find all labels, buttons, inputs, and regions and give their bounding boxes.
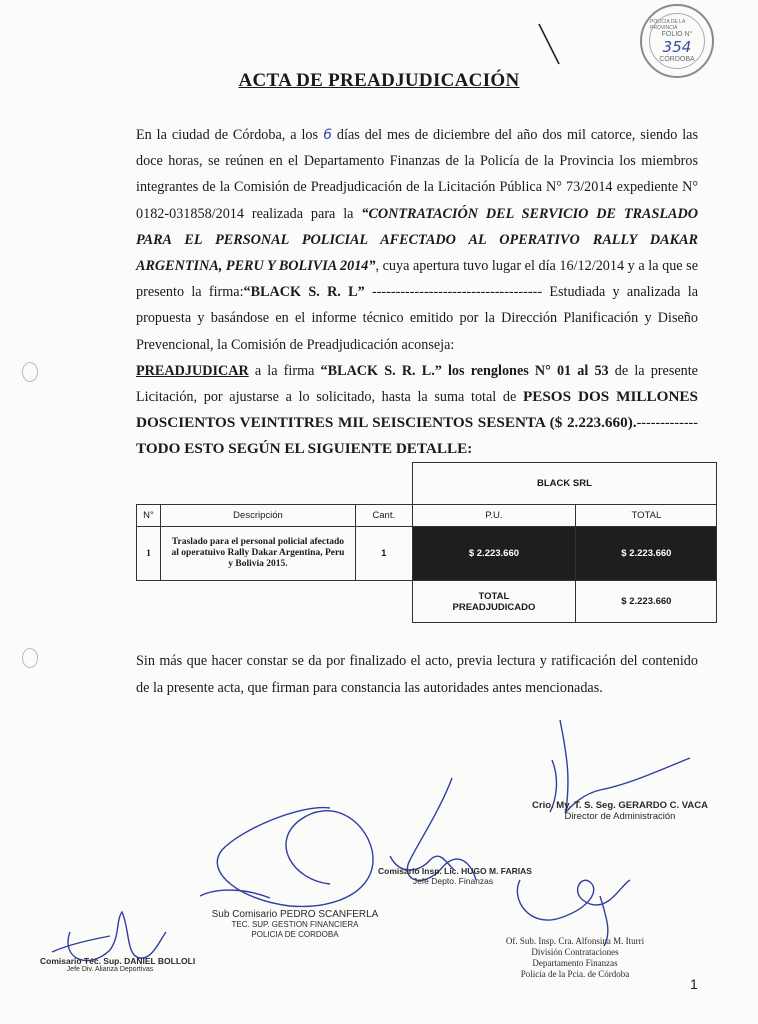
stamp-number: 354	[662, 38, 692, 56]
stamp-line1: POLICIA DE LA PROVINCIA	[650, 19, 686, 31]
paragraph-1: En la ciudad de Córdoba, a los 6 días del mes de diciembre del año dos mil catorce, siendo las doce horas, se reúnen en el Departamento Finanzas de la Policía de la Provincia los miembros integrantes de la Comisión de Preadjudicación de la Licitación Pública N° 73/2014 expediente N° 0182-031858/2014 realizada para la “CONTRATACIÓN DEL SERVICIO DE TRASLADO PARA EL PERSONAL POLICIAL AFECTADO AL OPERATIVO RALLY DAKAR ARGENTINA, PERU Y BOLIVIA 2014”, cuya apertura tuvo lugar el día 16/12/2014 y a la que se presento la firma:“BLACK S. R. L” ------------------------------------ Estudiada y analizada la propuesta y basándose en el informe técnico emitido por la Dirección Planificación y Diseño Prevencional, la Comisión de Preadjudicación aconseja:	[136, 127, 699, 353]
document-title: ACTA DE PREADJUDICACIÓN	[238, 70, 520, 91]
row-desc: Traslado para el personal policial afectado al operatuivo Rally Dakar Argentina, Peru y Bolivia 2015.	[161, 527, 356, 581]
supplier-header: BLACK SRL	[412, 463, 717, 505]
page-number: 1	[690, 976, 698, 992]
table-row	[137, 527, 717, 581]
body-text	[136, 122, 698, 463]
stamp-line3: CÓRDOBA	[659, 56, 695, 63]
folio-stamp	[640, 4, 714, 78]
row-qty: 1	[356, 527, 413, 581]
total-label: TOTAL PREADJUDICADO	[412, 581, 576, 623]
firm-name: “BLACK S. R. L”	[243, 284, 365, 301]
total-value: $ 2.223.660	[576, 581, 717, 623]
punch-hole	[22, 648, 38, 668]
signatory-scanferla: Sub Comisario PEDRO SCANFERLA TEC. SUP. GESTION FINANCIERA POLICIA DE CORDOBA	[211, 909, 379, 939]
preadjudicar-verb: PREADJUDICAR	[136, 362, 249, 379]
header-num: N°	[137, 505, 161, 527]
row-total: $ 2.223.660	[576, 527, 717, 581]
signatory-iturri: Of. Sub. Insp. Cra. Alfonsina M. Iturri División Contrataciones Departamento Finanzas Policía de la Pcia. de Córdoba	[505, 936, 645, 979]
signatory-vaca: Crio. My. T. S. Seg. GERARDO C. VACA Director de Administración	[532, 800, 708, 822]
header-qty: Cant.	[356, 505, 413, 527]
signatory-bolloli: Comisario Téc. Sup. DANIEL BOLLOLI Jefe Div. Alianza Deportivas	[40, 956, 196, 973]
header-total: TOTAL	[576, 505, 717, 527]
header-desc: Descripción	[161, 505, 356, 527]
signatory-farias: Comisario Insp. Lic. HUGO M. FARIAS Jefe Depto. Finanzas	[378, 866, 532, 886]
detail-table	[136, 462, 717, 623]
handwritten-day: 6	[322, 127, 332, 143]
paragraph-2: PREADJUDICAR a la firma “BLACK S. R. L.” los renglones N° 01 al 53 de la presente Licitación, por ajustarse a lo solicitado, hasta la suma total de PESOS DOS MILLONES DOSCIENTOS VEINTITRES MIL SEISCIENTOS SESENTA ($ 2.223.660).------------- TODO ESTO SEGÚN EL SIGUIENTE DETALLE:	[136, 362, 698, 458]
total-amount-text: PESOS DOS MILLONES DOSCIENTOS VEINTITRES MIL SEISCIENTOS SESENTA ($ 2.223.660).	[136, 388, 698, 432]
punch-hole	[22, 362, 38, 382]
detail-heading: TODO ESTO SEGÚN EL SIGUIENTE DETALLE:	[136, 440, 473, 458]
header-pu: P.U.	[412, 505, 576, 527]
service-name: “CONTRATACIÓN DEL SERVICIO DE TRASLADO PARA EL PERSONAL POLICIAL AFECTADO AL OPERATIVO RALLY DAKAR ARGENTINA, PERU Y BOLIVIA 2014”	[136, 205, 698, 275]
row-num: 1	[137, 527, 161, 581]
pen-mark	[535, 20, 565, 70]
stamp-line2: FOLIO N°	[661, 31, 693, 38]
row-pu: $ 2.223.660	[412, 527, 576, 581]
closing-paragraph: Sin más que hacer constar se da por finalizado el acto, previa lectura y ratificación del contenido de la presente acta, que firman para constancia las autoridades antes mencionadas.	[136, 653, 698, 696]
